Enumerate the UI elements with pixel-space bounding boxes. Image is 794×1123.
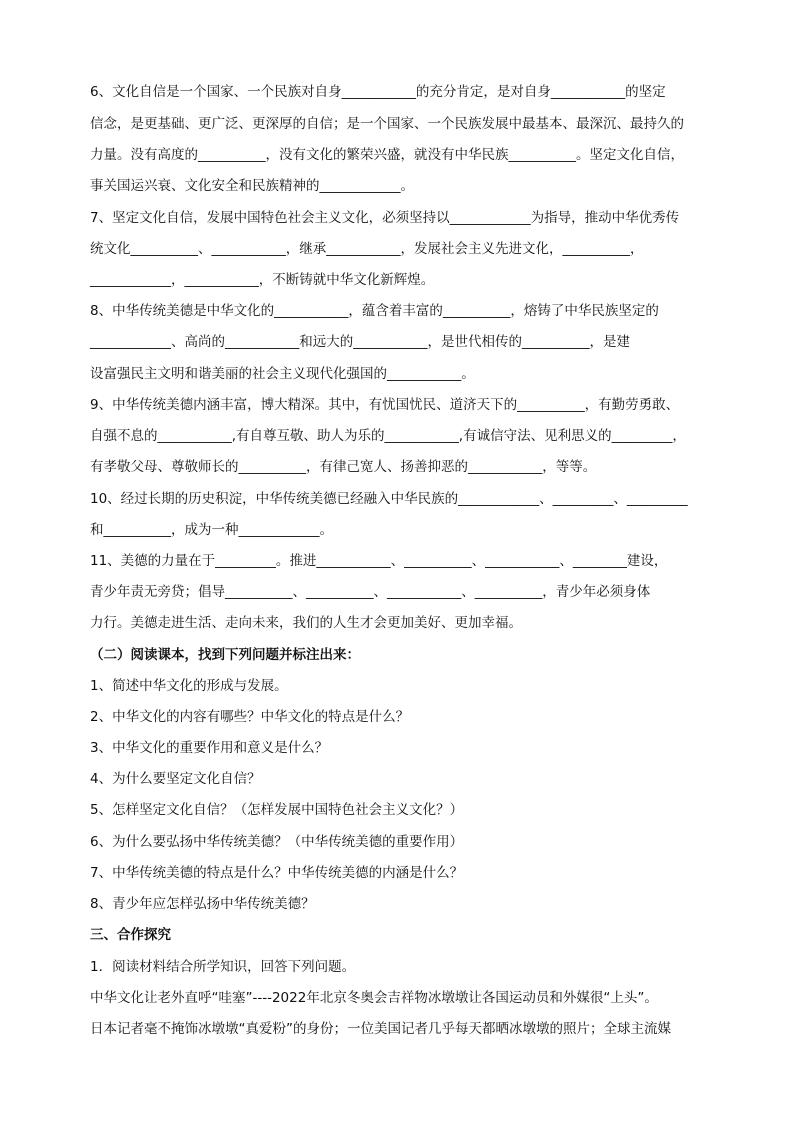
question-item: 8、青少年应怎样弘扬中华传统美德？ (90, 896, 315, 912)
text-line: ____________、高尚的___________和远大的___________，是世代相传的__________，是建 (90, 334, 630, 350)
text-line: 自强不息的___________,有自尊互敬、助人为乐的___________,有诚信守法、见利思义的_________， (90, 428, 686, 444)
text-line: 8、中华传统美德是中华文化的___________，蕴含着丰富的__________，熔铸了中华民族坚定的 (90, 303, 659, 319)
text-line: 有孝敬父母、尊敬师长的__________，有律己宽人、扬善抑恶的___________，等等。 (90, 459, 597, 475)
text-line: 设富强民主文明和谐美丽的社会主义现代化强国的___________。 (90, 366, 475, 382)
question-item: 6、为什么要弘扬中华传统美德？（中华传统美德的重要作用） (90, 834, 464, 850)
section-heading: （二）阅读课本，找到下列问题并标注出来： (90, 647, 360, 663)
text-line: 力量。没有高度的__________，没有文化的繁荣兴盛，就没有中华民族__________。坚定文化自信， (90, 147, 684, 163)
text-line: 9、中华传统美德内涵丰富，博大精深。其中，有忧国忧民、道济天下的__________，有勤劳勇敢、 (90, 397, 680, 413)
question-item: 3、中华文化的重要作用和意义是什么？ (90, 740, 329, 756)
text-line: 信念，是更基础、更广泛、更深厚的自信；是一个国家、一个民族发展中最基本、最深沉、最持久的 (90, 116, 684, 132)
text-line: 事关国运兴衰、文化安全和民族精神的____________。 (90, 178, 414, 194)
text-line: 统文化__________、___________，继承___________，发展社会主义先进文化，__________， (90, 241, 644, 257)
text-line: 日本记者毫不掩饰冰墩墩“真爱粉”的身份；一位美国记者几乎每天都晒冰墩墩的照片；全球主流媒 (90, 1021, 671, 1037)
text-line: 1．阅读材料结合所学知识，回答下列问题。 (90, 959, 356, 975)
question-item: 4、为什么要坚定文化自信？ (90, 771, 261, 787)
question-item: 2、中华文化的内容有哪些？中华文化的特点是什么？ (90, 709, 410, 725)
text-line: 力行。美德走进生活、走向未来，我们的人生才会更加美好、更加幸福。 (90, 615, 522, 631)
question-item: 5、怎样坚定文化自信？（怎样发展中国特色社会主义文化？） (90, 802, 464, 818)
text-line: 7、坚定文化自信，发展中国特色社会主义文化，必须坚持以____________为指导，推动中华优秀传 (90, 210, 680, 226)
text-line: 10、经过长期的历史积淀，中华传统美德已经融入中华民族的____________、_________、_________ (90, 491, 688, 507)
text-line: ____________，___________，不断铸就中华文化新辉煌。 (90, 272, 435, 288)
section-heading: 三、合作探究 (90, 927, 171, 943)
text-line: 和__________，成为一种____________。 (90, 522, 333, 538)
question-item: 1、简述中华文化的形成与发展。 (90, 678, 288, 694)
question-item: 7、中华传统美德的特点是什么？中华传统美德的内涵是什么？ (90, 865, 464, 881)
text-line: 6、文化自信是一个国家、一个民族对自身___________的充分肯定，是对自身___________的坚定 (90, 84, 666, 100)
text-line: 中华文化让老外直呼“哇塞”----2022年北京冬奥会吉祥物冰墩墩让各国运动员和外媒很“上头”。 (90, 990, 658, 1006)
text-line: 青少年责无旁贷；倡导__________、__________、___________、__________，青少年必须身体 (90, 584, 651, 600)
text-line: 11、美德的力量在于_________。推进___________、__________、___________、________建设， (90, 553, 668, 569)
